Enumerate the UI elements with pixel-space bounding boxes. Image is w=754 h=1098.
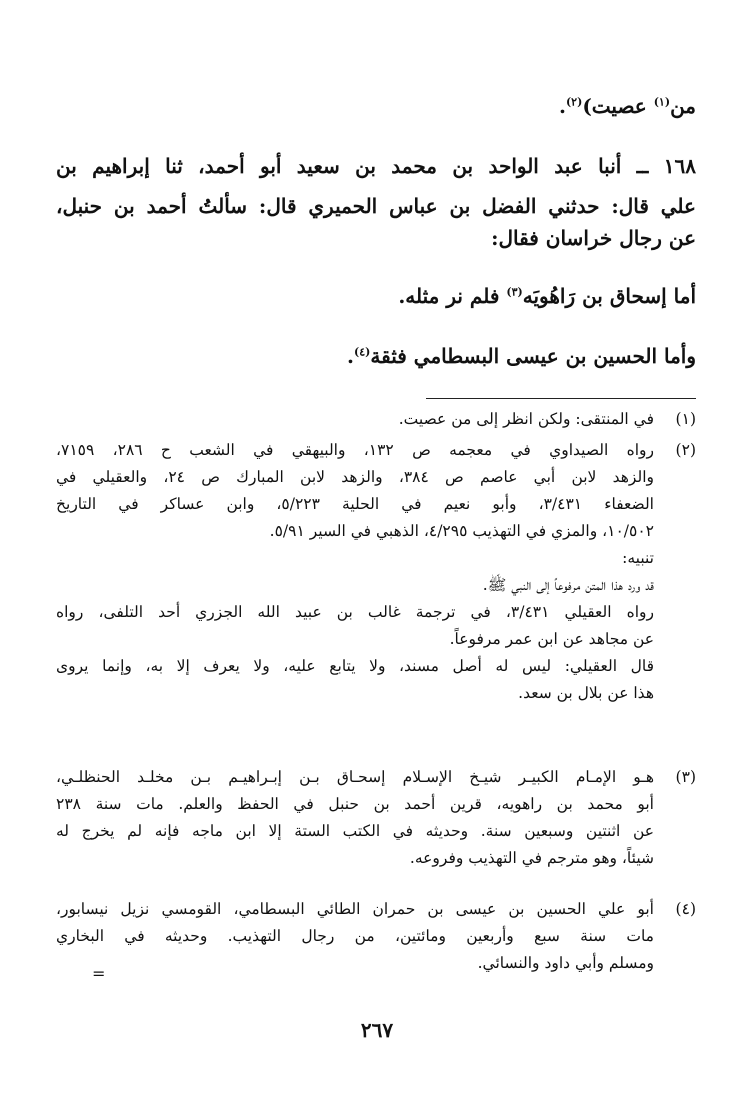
footnote-number: (٣) <box>675 768 696 786</box>
footnote-2 <box>56 437 696 707</box>
footnote-3 <box>56 764 696 872</box>
footnote-line: والزهد لابن أبي عاصم ص ٣٨٤، والزهد لابن المبارك ص ٢٤، والعقيلي في <box>56 468 654 486</box>
footnote-4 <box>56 896 696 977</box>
footnote-line: شيئاً، وهو مترجم في التهذيب وفروعه. <box>409 849 654 867</box>
entry-168-line-1: ١٦٨ ــ أنبا عبد الواحد بن محمد بن سعيد أبو أحمد، ثنا إبراهيم بن <box>56 154 696 178</box>
footnote-line: رواه الصيداوي في معجمه ص ١٣٢، والبيهقي في الشعب ح ٢٨٦، ٧١٥٩، <box>56 441 654 459</box>
page-number: ٢٦٧ <box>360 1018 394 1042</box>
text-fragment: أما إسحاق بن رَاهُويَه <box>522 284 696 308</box>
entry-168 <box>56 152 696 253</box>
text-fragment: عصيت) <box>582 94 654 118</box>
footnote-line: قد ورد هذا المتن مرفوعاً إلى النبي ﷺ. <box>482 576 654 594</box>
footnote-line: أبو علي الحسين بن عيسى بن حمران الطائي البسطامي، القومسي نزيل نيسابور، <box>56 900 654 918</box>
text-fragment: . <box>347 344 355 368</box>
footnote-ref-1[interactable]: (١) <box>653 95 671 109</box>
footnote-ref-2[interactable]: (٢) <box>565 95 583 109</box>
text-fragment: من <box>670 94 696 118</box>
husayn-line <box>56 342 696 371</box>
footnote-line: ومسلم وأبي داود والنسائي. <box>477 954 654 972</box>
footnote-separator <box>426 398 696 399</box>
footnote-line: رواه العقيلي ٣/٤٣١، في ترجمة غالب بن عبيد الله الجزري أحد التلفى، رواه <box>56 603 654 621</box>
entry-168-line-3: عن رجال خراسان فقال: <box>491 226 696 250</box>
footnote-line: الضعفاء ٣/٤٣١، وأبو نعيم في الحلية ٥/٢٢٣، وابن عساكر في التاريخ <box>56 495 654 513</box>
footnote-line: هذا عن بلال بن سعد. <box>518 684 654 702</box>
text-fragment: فلم نر مثله. <box>398 284 507 308</box>
footnote-1 <box>56 406 696 433</box>
footnote-number: (٢) <box>675 441 696 459</box>
footnote-ref-4[interactable]: (٤) <box>354 345 371 359</box>
ishaq-line <box>56 282 696 311</box>
footnote-line: ١٠/٥٠٢، والمزي في التهذيب ٤/٢٩٥، الذهبي في السير ٥/٩١. <box>269 522 654 540</box>
footnote-line: هـو الإمـام الكبيـر شيـخ الإسـلام إسحـاق بـن إبـراهيـم بـن مخلـد الحنظلـي، <box>56 768 654 786</box>
footnote-line: قال العقيلي: ليس له أصل مسند، ولا يتابع عليه، ولا يعرف إلا به، وإنما يروى <box>56 657 654 675</box>
entry-168-line-2: علي قال: حدثني الفضل بن عباس الحميري قال: سألتُ أحمد بن حنبل، <box>56 194 696 218</box>
footnote-line: أبو محمد بن راهويه، قرين أحمد بن حنبل في الحفظ والعلم. مات سنة ٢٣٨ <box>56 795 654 813</box>
prev-entry-ending <box>56 92 696 121</box>
text-fragment: وأما الحسين بن عيسى البسطامي فثقة <box>370 344 696 368</box>
footnote-line: في المنتقى: ولكن انظر إلى من عصيت. <box>398 410 654 428</box>
footnote-line: عن اثنتين وسبعين سنة. وحديثه في الكتب الستة إلا ابن ماجه فإنه لم يخرج له <box>56 822 654 840</box>
footnote-number: (٤) <box>675 900 696 918</box>
footnote-number: (١) <box>675 410 696 428</box>
footnote-line: مات سنة سبع وأربعين ومائتين، من رجال التهذيب. وحديثه في البخاري <box>56 927 654 945</box>
footnote-line: تنبيه: <box>622 549 654 567</box>
continuation-mark: = <box>92 964 106 983</box>
footnote-line: عن مجاهد عن ابن عمر مرفوعاً. <box>449 630 654 648</box>
footnote-ref-3[interactable]: (٣) <box>506 285 523 299</box>
text-fragment: . <box>558 94 566 118</box>
